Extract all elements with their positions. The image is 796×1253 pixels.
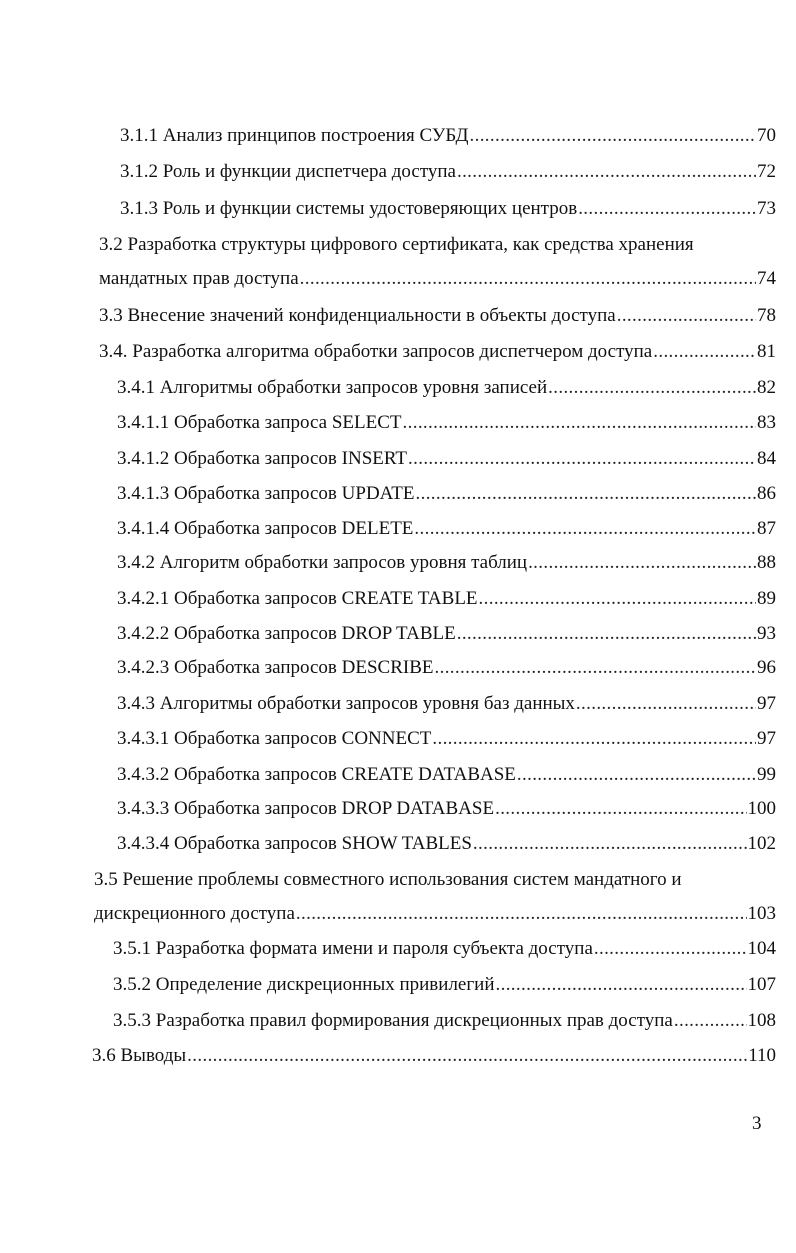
toc-entry-title: 3.4.1.2 Обработка запросов INSERT: [117, 448, 408, 469]
toc-entry-page: 84: [757, 448, 776, 469]
toc-entry-3-5-3[interactable]: [113, 1009, 776, 1033]
dot-leader: [674, 1009, 747, 1033]
toc-entry-3-4-3-1[interactable]: [117, 727, 776, 751]
toc-entry-page: 93: [757, 623, 776, 644]
toc-entry-page: 86: [757, 483, 776, 504]
toc-entry-page: 104: [747, 938, 776, 959]
toc-entry-title: 3.4.2.2 Обработка запросов DROP TABLE: [117, 623, 456, 644]
toc-entry-title: 3.4.1.3 Обработка запросов UPDATE: [117, 483, 415, 504]
toc-entry-title: 3.5.2 Определение дискреционных привилегий: [113, 974, 495, 995]
toc-entry-title: 3.6 Выводы: [92, 1045, 187, 1066]
dot-leader: [296, 902, 747, 926]
toc-entry-page: 108: [747, 1010, 776, 1031]
toc-entry-3-4[interactable]: [99, 340, 776, 364]
dot-leader: [517, 763, 756, 787]
dot-leader: [578, 197, 756, 221]
dot-leader: [495, 797, 746, 821]
toc-entry-page: 96: [757, 657, 776, 678]
dot-leader: [576, 692, 756, 716]
toc-entry-title: 3.4.3.4 Обработка запросов SHOW TABLES: [117, 833, 472, 854]
toc-entry-page: 82: [757, 377, 776, 398]
toc-entry-page: 81: [757, 341, 776, 362]
toc-entry-page: 87: [757, 518, 776, 539]
toc-entry-title: 3.4.3.2 Обработка запросов CREATE DATABASE: [117, 764, 516, 785]
toc-entry-page: 89: [757, 588, 776, 609]
toc-entry-3-1-1[interactable]: [120, 124, 776, 148]
toc-entry-page: 102: [747, 833, 776, 854]
toc-entry-3-2[interactable]: [99, 267, 776, 291]
toc-entry-3-4-3-2[interactable]: [117, 763, 776, 787]
dot-leader: [187, 1044, 747, 1068]
toc-entry-page: 72: [757, 161, 776, 182]
toc-entry-3-4-2[interactable]: [117, 551, 776, 575]
toc-entry-title: мандатных прав доступа: [99, 268, 299, 289]
toc-entry-page: 107: [747, 974, 776, 995]
toc-entry-page: 100: [747, 798, 776, 819]
toc-entry-3-4-3-4[interactable]: [117, 832, 776, 856]
toc-entry-title: 3.4.2.1 Обработка запросов CREATE TABLE: [117, 588, 478, 609]
toc-entry-3-2-line1[interactable]: 3.2 Разработка структуры цифрового сертификата, как средства хранения: [99, 234, 694, 255]
dot-leader: [435, 656, 757, 680]
toc-entry-page: 83: [757, 412, 776, 433]
toc-entry-page: 88: [757, 552, 776, 573]
toc-entry-page: 74: [757, 268, 776, 289]
dot-leader: [528, 551, 756, 575]
toc-entry-title: дискреционного доступа: [94, 903, 295, 924]
toc-entry-3-1-3[interactable]: [120, 197, 776, 221]
toc-entry-page: 97: [757, 728, 776, 749]
toc-entry-page: 78: [757, 305, 776, 326]
toc-entry-title: 3.5.3 Разработка правил формирования дискреционных прав доступа: [113, 1010, 673, 1031]
dot-leader: [432, 727, 756, 751]
toc-entry-title: 3.4.2.3 Обработка запросов DESCRIBE: [117, 657, 434, 678]
toc-entry-3-4-1-1[interactable]: [117, 411, 776, 435]
toc-entry-title: 3.1.3 Роль и функции системы удостоверяющих центров: [120, 198, 578, 219]
toc-entry-3-6[interactable]: [92, 1044, 776, 1068]
dot-leader: [473, 832, 747, 856]
toc-entry-title: 3.4.3.1 Обработка запросов CONNECT: [117, 728, 432, 749]
dot-leader: [653, 340, 756, 364]
toc-entry-title: 3.4. Разработка алгоритма обработки запросов диспетчером доступа: [99, 341, 653, 362]
page-number: 3: [752, 1113, 762, 1134]
toc-entry-3-4-1[interactable]: [117, 376, 776, 400]
toc-entry-page: 70: [757, 125, 776, 146]
toc-entry-page: 110: [748, 1045, 776, 1066]
toc-entry-3-5-1[interactable]: [113, 937, 776, 961]
toc-entry-3-5-2[interactable]: [113, 973, 776, 997]
dot-leader: [479, 587, 756, 611]
toc-entry-title: 3.4.1.1 Обработка запроса SELECT: [117, 412, 402, 433]
dot-leader: [470, 124, 757, 148]
dot-leader: [617, 304, 756, 328]
toc-entry-title: 3.4.1 Алгоритмы обработки запросов уровня записей: [117, 377, 548, 398]
toc-entry-3-5-line1[interactable]: 3.5 Решение проблемы совместного использования систем мандатного и: [94, 869, 682, 890]
dot-leader: [416, 482, 757, 506]
toc-entry-title: 3.1.1 Анализ принципов построения СУБД: [120, 125, 469, 146]
dot-leader: [496, 973, 747, 997]
dot-leader: [594, 937, 747, 961]
toc-entry-title: 3.1.2 Роль и функции диспетчера доступа: [120, 161, 456, 182]
toc-entry-page: 73: [757, 198, 776, 219]
toc-entry-title: 3.4.2 Алгоритм обработки запросов уровня таблиц: [117, 552, 528, 573]
toc-entry-3-4-3-3[interactable]: [117, 797, 776, 821]
toc-entry-page: 97: [757, 693, 776, 714]
toc-entry-page: 99: [757, 764, 776, 785]
toc-entry-title: 3.3 Внесение значений конфиденциальности в объекты доступа: [99, 305, 616, 326]
toc-entry-3-4-2-1[interactable]: [117, 587, 776, 611]
toc-entry-3-4-3[interactable]: [117, 692, 776, 716]
toc-entry-3-4-1-3[interactable]: [117, 482, 776, 506]
toc-entry-3-4-1-2[interactable]: [117, 447, 776, 471]
toc-entry-page: 103: [747, 903, 776, 924]
toc-entry-3-4-2-2[interactable]: [117, 622, 776, 646]
toc-entry-3-3[interactable]: [99, 304, 776, 328]
toc-entry-title: 3.4.3 Алгоритмы обработки запросов уровня баз данных: [117, 693, 575, 714]
toc-entry-title: 3.4.1.4 Обработка запросов DELETE: [117, 518, 414, 539]
dot-leader: [408, 447, 756, 471]
toc-entry-3-4-2-3[interactable]: [117, 656, 776, 680]
toc-entry-3-5[interactable]: [94, 902, 776, 926]
toc-entry-title: 3.5.1 Разработка формата имени и пароля субъекта доступа: [113, 938, 593, 959]
toc-entry-3-1-2[interactable]: [120, 160, 776, 184]
dot-leader: [414, 517, 756, 541]
dot-leader: [457, 160, 756, 184]
dot-leader: [548, 376, 756, 400]
dot-leader: [403, 411, 756, 435]
toc-entry-3-4-1-4[interactable]: [117, 517, 776, 541]
dot-leader: [300, 267, 756, 291]
dot-leader: [457, 622, 756, 646]
toc-entry-title: 3.4.3.3 Обработка запросов DROP DATABASE: [117, 798, 495, 819]
